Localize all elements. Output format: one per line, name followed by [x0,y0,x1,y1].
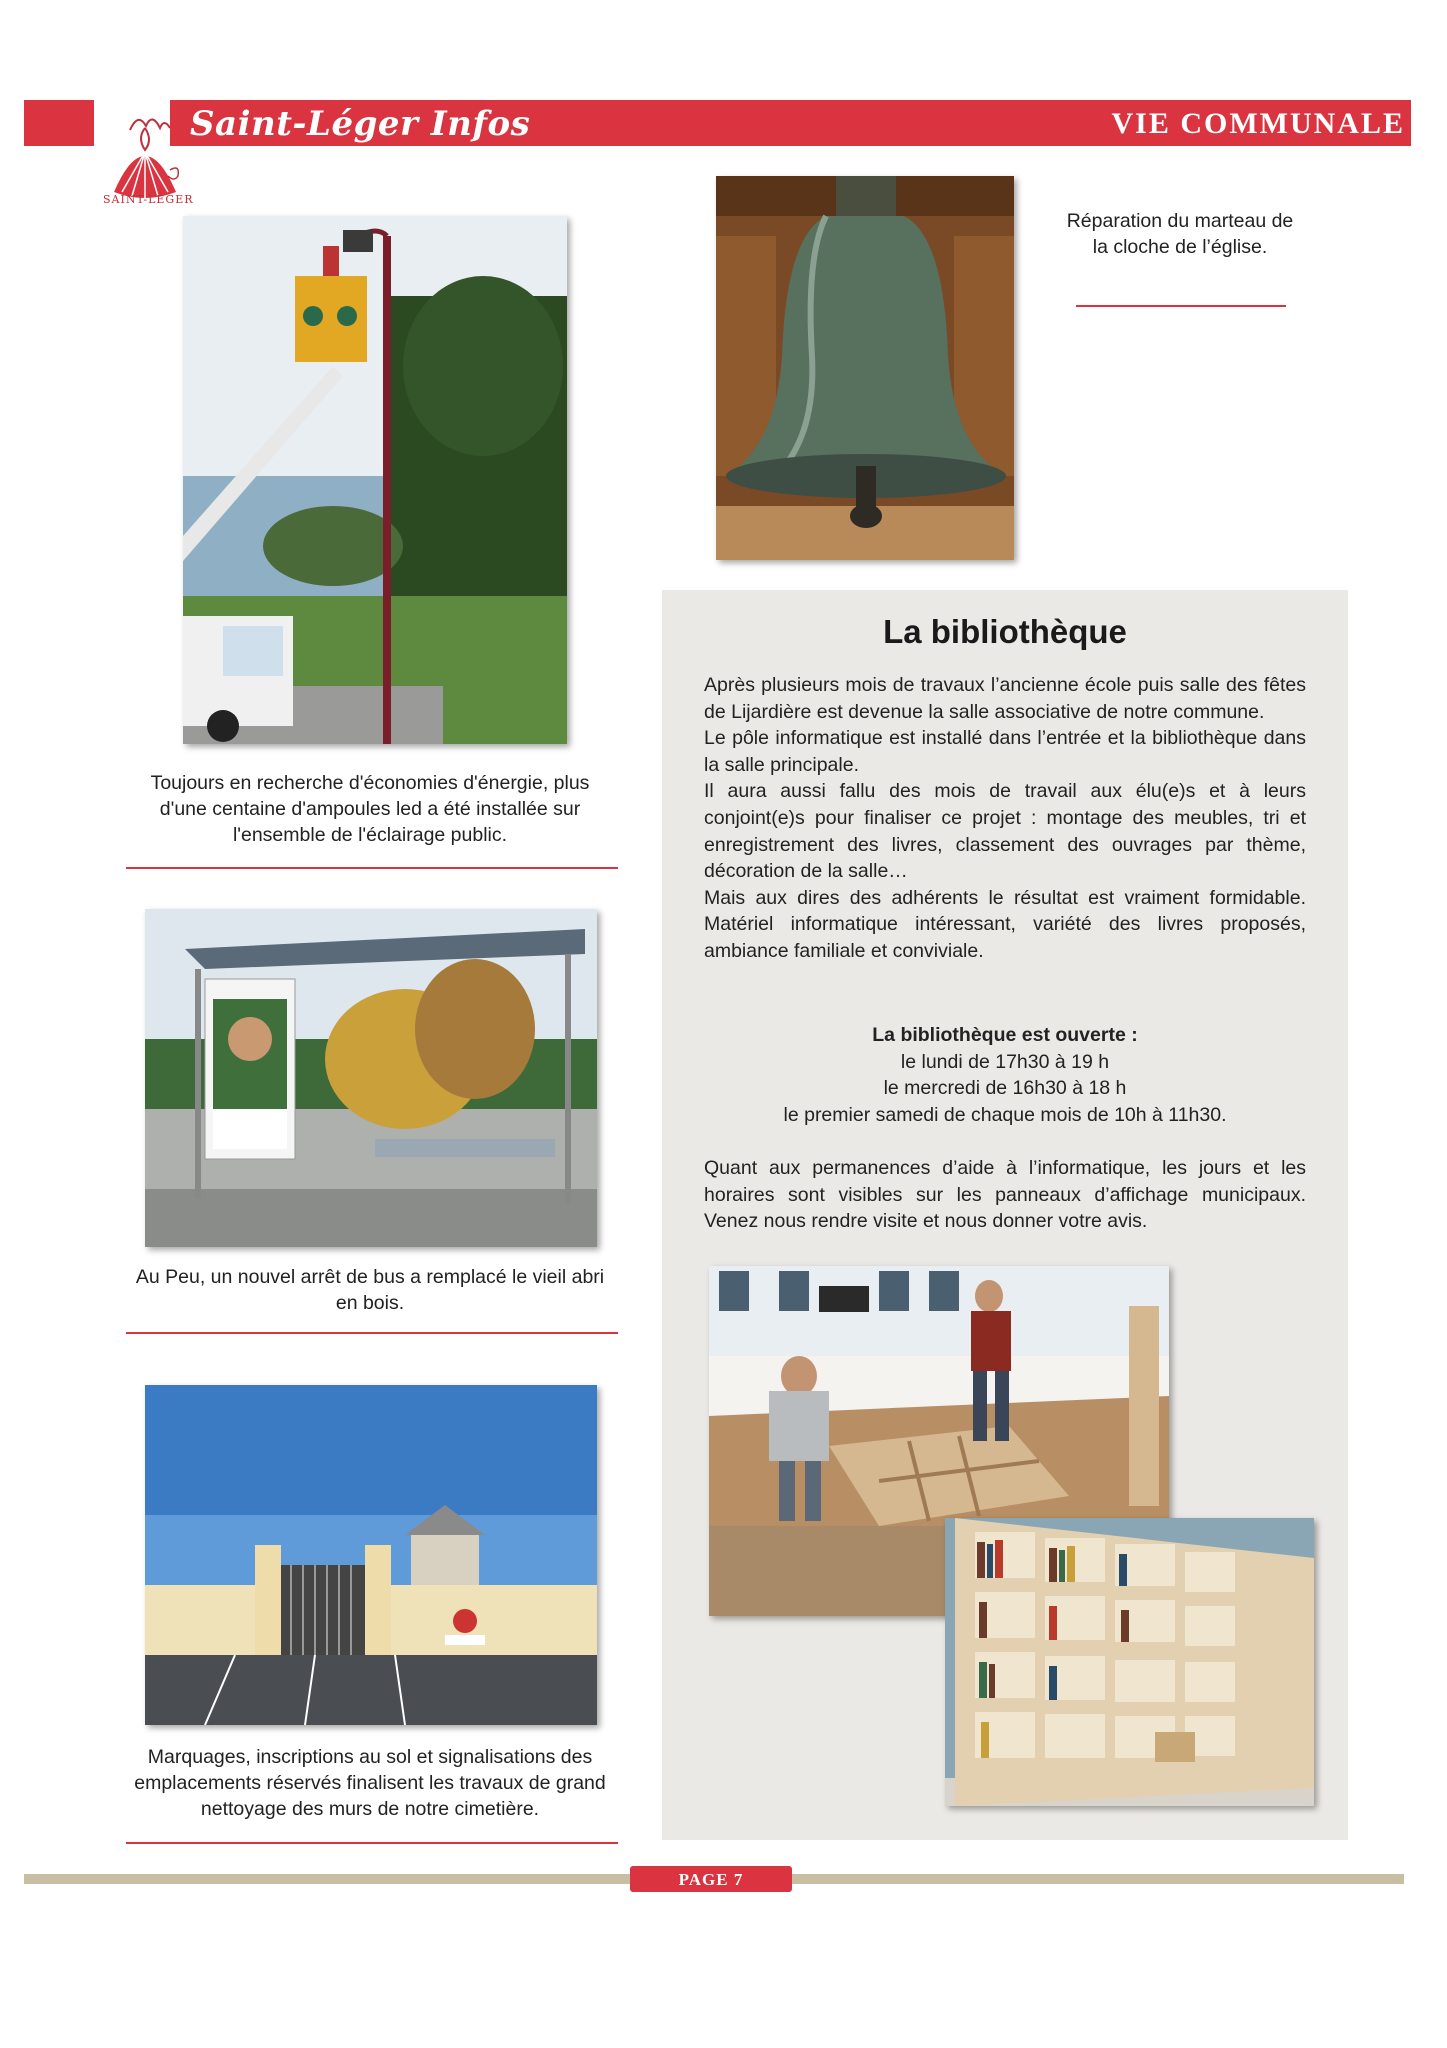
divider [126,1842,618,1844]
cemetery-photo [145,1385,597,1725]
opening-hours [704,1022,1306,1128]
library-title: La bibliothèque [883,613,1127,650]
section-title: VIE COMMUNALE [1111,107,1405,140]
hours-line: le lundi de 17h30 à 19 h [900,1050,1110,1073]
library-paragraph: Après plusieurs mois de travaux l’ancienne école puis salle des fêtes de Lijardière est devenue la salle associative de notre commune. [704,674,1306,723]
hours-title: La bibliothèque est ouverte : [872,1024,1138,1046]
logo-text: SAINT-LÉGER [103,193,194,206]
saint-leger-logo [100,100,190,230]
divider [126,1332,618,1334]
hours-line: le premier samedi de chaque mois de 10h à 11h30. [783,1103,1227,1126]
bus-caption: Au Peu, un nouvel arrêt de bus a remplacé le vieil abri en bois. [135,1266,605,1314]
magazine-title: Saint-Léger Infos [190,104,531,144]
library-paragraph: Le pôle informatique est installé dans l’entrée et la bibliothèque dans la salle principale. [704,727,1306,776]
bookshelves-photo [945,1518,1314,1806]
lamp-caption: Toujours en recherche d'économies d'énergie, plus d'une centaine d'ampoules led a été installée sur l'ensemble de l'éclairage public. [150,772,590,846]
page-number: PAGE 7 [630,1866,792,1892]
library-paragraph: Mais aux dires des adhérents le résultat est vraiment formidable. Matériel informatique intéressant, variété des livres proposés, ambiance familiale et conviviale. [704,886,1306,962]
cemetery-caption: Marquages, inscriptions au sol et signalisations des emplacements réservés finalisent les travaux de grand nettoyage des murs de notre cimetière. [134,1746,606,1820]
header-left-block [24,100,94,146]
hours-line: le mercredi de 16h30 à 18 h [883,1077,1127,1100]
church-bell-photo [716,176,1014,560]
divider [126,867,618,869]
divider [1076,305,1286,307]
bell-caption: Réparation du marteau de la cloche de l’église. [1066,210,1294,258]
library-closing: Quant aux permanences d’aide à l’informatique, les jours et les horaires sont visibles sur les panneaux d’affichage municipaux. Venez nous rendre visite et nous donner votre avis. [704,1157,1306,1233]
bus-shelter-photo [145,909,597,1247]
library-intro [704,672,1306,965]
street-lamp-photo [183,216,567,744]
library-paragraph: Il aura aussi fallu des mois de travail aux élu(e)s et à leurs conjoint(e)s pour finaliser ce projet : montage des meubles, tri et enregistrement des livres, classement des ouvrages par thème, décoration de la salle… [704,780,1306,883]
